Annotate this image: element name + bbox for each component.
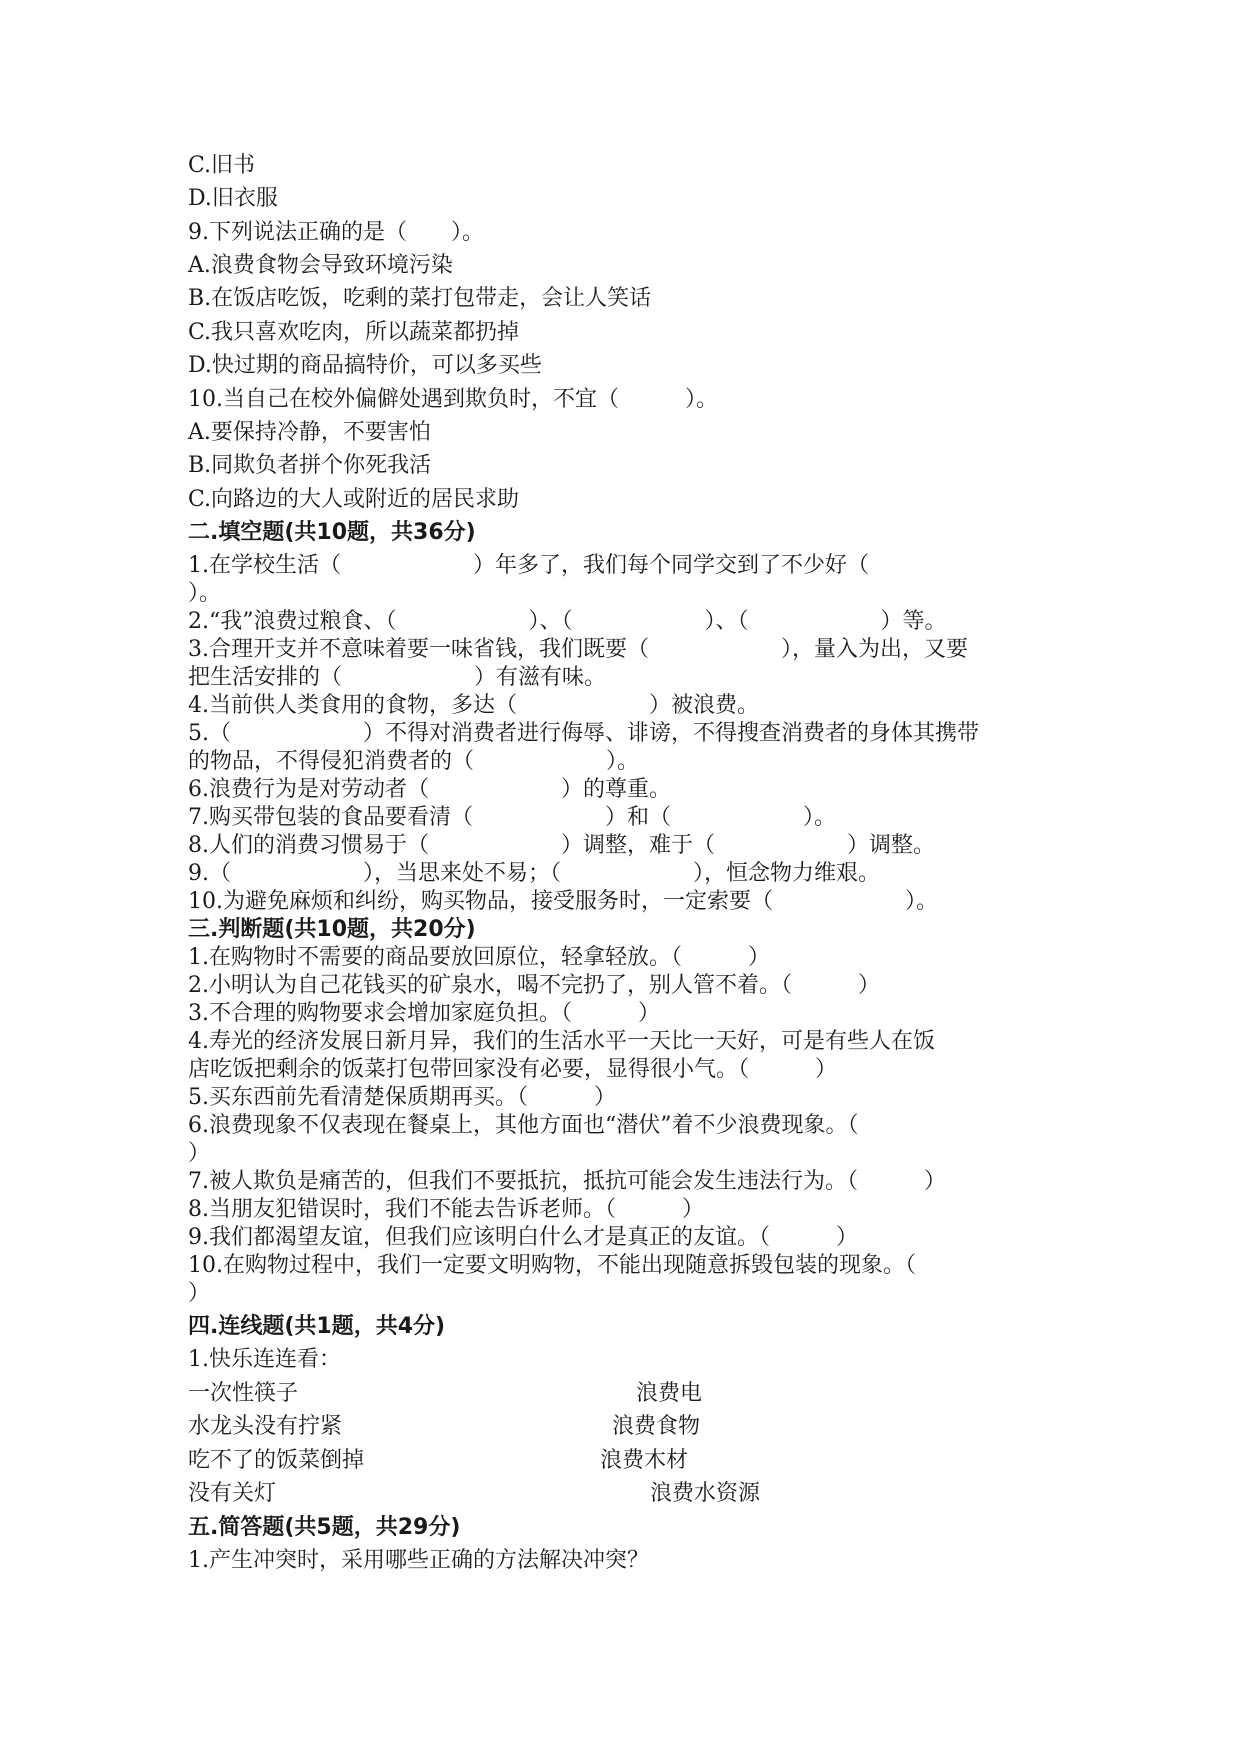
q8-option-c: C.旧书 [188,153,256,178]
judge-line: 7.被人欺负是痛苦的，但我们不要抵抗，抵抗可能会发生违法行为。（ ） [188,1169,946,1194]
judge-line: 10.在购物过程中，我们一定要文明购物，不能出现随意拆毁包装的现象。（ [188,1253,916,1278]
judge-line: 3.不合理的购物要求会增加家庭负担。（ ） [188,1001,660,1026]
fill-line: 4.当前供人类食用的食物，多达（ ）被浪费。 [188,693,759,718]
fill-line: ）。 [188,581,222,606]
fill-line: 1.在学校生活（ ）年多了，我们每个同学交到了不少好（ [188,553,869,578]
q9-option-a: A.浪费食物会导致环境污染 [188,253,453,278]
fill-line: 的物品，不得侵犯消费者的（ ）。 [188,749,640,774]
fill-line: 5.（ ）不得对消费者进行侮辱、诽谤，不得搜查消费者的身体其携带 [188,721,979,746]
q10-option-a: A.要保持冷静，不要害怕 [188,420,431,445]
q10-option-b: B.同欺负者拼个你死我活 [188,453,432,478]
fill-line: 3.合理开支并不意味着要一味省钱，我们既要（ ），量入为出，又要 [188,637,968,662]
match-right-item: 浪费水资源 [650,1481,761,1506]
q10-stem: 10.当自己在校外偏僻处遇到欺负时，不宜（ ）。 [188,387,718,412]
judge-line: 4.寿光的经济发展日新月异，我们的生活水平一天比一天好，可是有些人在饭 [188,1029,935,1054]
q9-option-b: B.在饭店吃饭，吃剩的菜打包带走，会让人笑话 [188,286,652,311]
q9-option-d: D.快过期的商品搞特价，可以多买些 [188,353,542,378]
match-left-item: 吃不了的饭菜倒掉 [188,1448,365,1473]
judge-line: 2.小明认为自己花钱买的矿泉水，喝不完扔了，别人管不着。（ ） [188,973,880,998]
section5-heading: 五.简答题(共5题，共29分) [188,1515,461,1540]
q9-stem: 9.下列说法正确的是（ ）。 [188,220,484,245]
match-right-item: 浪费食物 [612,1414,701,1439]
judge-line: 店吃饭把剩余的饭菜打包带回家没有必要，显得很小气。（ ） [188,1057,838,1082]
judge-line: 6.浪费现象不仅表现在餐桌上，其他方面也“潜伏”着不少浪费现象。（ [188,1113,859,1138]
judge-line: ） [188,1281,211,1306]
match-left-item: 水龙头没有拧紧 [188,1414,343,1439]
fill-line: 2.“我”浪费过粮食、（ ）、（ ）、（ ）等。 [188,609,947,634]
short-answer-q1: 1.产生冲突时，采用哪些正确的方法解决冲突？ [188,1548,649,1573]
section4-heading: 四.连线题(共1题，共4分) [188,1314,446,1339]
judge-line: 8.当朋友犯错误时，我们不能去告诉老师。（ ） [188,1197,704,1222]
section3-heading: 三.判断题(共10题，共20分) [188,917,476,942]
section2-heading: 二.填空题(共10题，共36分) [188,520,476,545]
match-left-item: 没有关灯 [188,1481,277,1506]
match-right-item: 浪费电 [636,1381,703,1406]
judge-line: 5.买东西前先看清楚保质期再买。（ ） [188,1085,616,1110]
match-prompt: 1.快乐连连看： [188,1347,341,1372]
fill-line: 10.为避免麻烦和纠纷，购买物品，接受服务时，一定索要（ ）。 [188,889,938,914]
match-right-item: 浪费木材 [600,1448,689,1473]
q8-option-d: D.旧衣服 [188,186,278,211]
judge-line: ） [188,1141,211,1166]
fill-line: 8.人们的消费习惯易于（ ）调整，难于（ ）调整。 [188,833,935,858]
fill-line: 7.购买带包装的食品要看清（ ）和（ ）。 [188,805,836,830]
q9-option-c: C.我只喜欢吃肉，所以蔬菜都扔掉 [188,320,520,345]
match-left-item: 一次性筷子 [188,1381,299,1406]
q10-option-c: C.向路边的大人或附近的居民求助 [188,487,520,512]
fill-line: 把生活安排的（ ）有滋有味。 [188,665,607,690]
judge-line: 9.我们都渴望友谊，但我们应该明白什么才是真正的友谊。（ ） [188,1225,858,1250]
fill-line: 9.（ ），当思来处不易；（ ），恒念物力维艰。 [188,861,880,886]
fill-line: 6.浪费行为是对劳动者（ ）的尊重。 [188,777,671,802]
judge-line: 1.在购物时不需要的商品要放回原位，轻拿轻放。（ ） [188,945,770,970]
